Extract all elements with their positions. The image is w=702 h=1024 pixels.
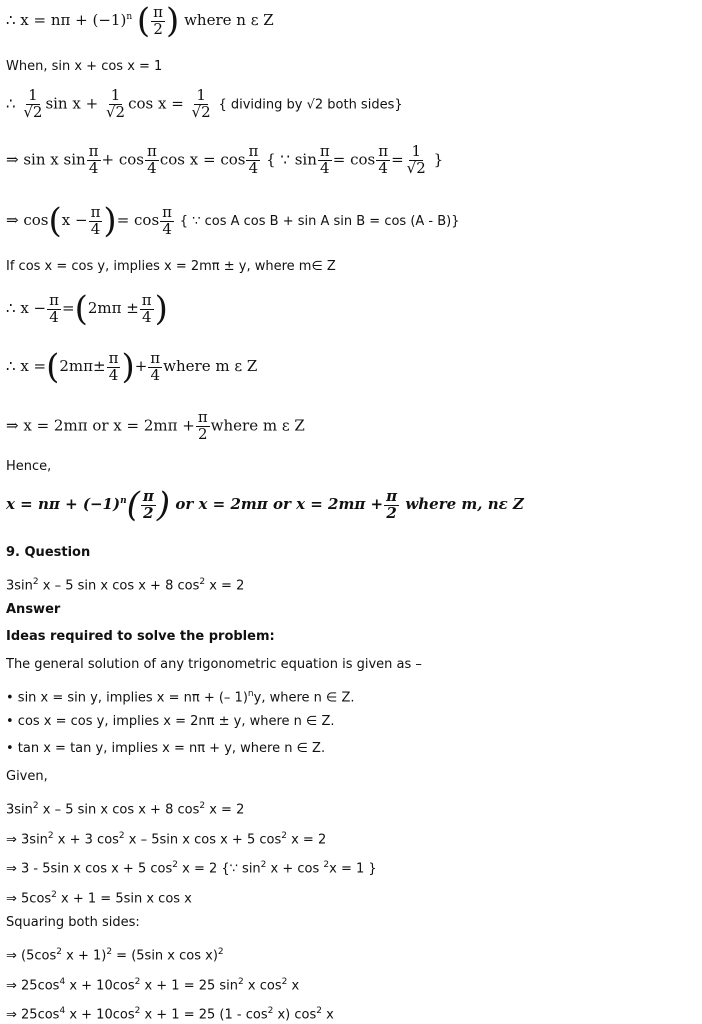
eq-line-1: ∴ $x = n\pi + (-1)^n$ ( $\frac{\pi}{2}$ ) where n ε Z [6, 1, 274, 41]
bullet-tan: • tan x = tan y, implies x = nπ + y, where n ∈ Z. [6, 741, 326, 756]
question-text: $3\sin^2$ x – 5 sin x cos x + 8 $\cos^2 x = 2$ [6, 577, 245, 594]
question-heading: 9. Question [6, 545, 91, 560]
step-line: $3\sin^2$ x – 5 sin x cos x + 8 $\cos^2 x = 2$ [6, 801, 245, 818]
final-answer: $x = n\pi + (-1)^n$( $\frac{\pi}{2}$ ) or x = 2mπ or x = 2mπ + $\frac{\pi}{2}$ where m, nε Z [6, 485, 524, 525]
if-line: If cos x = cos y, implies x = 2mπ ± y, where m∈ Z [6, 259, 336, 274]
step-line: ⇒ $5\cos^2$ x + 1 = 5sin x cos x [6, 890, 192, 907]
squaring-line: Squaring both sides: [6, 915, 140, 930]
step-line: ⇒ ($5\cos^2$ x + 1)$^2$ = (5sin x cos x)$^2$ [6, 947, 224, 964]
ideas-heading: Ideas required to solve the problem: [6, 629, 275, 644]
eq-line-5: ⇒ cos(x − $\frac{\pi}{4}$ )= cos $\frac{\pi}{4}$ { ∵ cos A cos B + sin A sin B = cos (A - B)} [6, 201, 460, 241]
step-line: ⇒ $25\cos^4$ $x + 10\cos^2$ x + 1 = 25 $\sin^2 x$ $\cos^2 x$ [6, 977, 300, 994]
given-line: Given, [6, 769, 48, 784]
eq-line-8: ∴ x =(2mπ± $\frac{\pi}{4}$ )+ $\frac{\pi}{4}$ where m ε Z [6, 347, 258, 387]
general-text: The general solution of any trigonometric equation is given as – [6, 657, 422, 672]
step-line: ⇒ 3 - 5sin x cos x + 5 $\cos^2 x = 2$ {∵ $\sin^2 x + \cos ^2x = 1$ } [6, 860, 377, 877]
when-line: When, sin x + cos x = 1 [6, 59, 163, 74]
answer-heading: Answer [6, 602, 61, 617]
step-line: ⇒ $25\cos^4$ $x + 10\cos^2$ x + 1 = 25 $(1 - \cos^2 x)$ $\cos^2 x$ [6, 1006, 334, 1023]
bullet-cos: • cos x = cos y, implies x = 2nπ ± y, where n ∈ Z. [6, 714, 335, 729]
step-line: ⇒ $3\sin^2$ x + 3 $\cos^2 x - 5\sin$ x cos x + 5 $\cos^2 x = 2$ [6, 831, 327, 848]
eq-line-4: ⇒ sin x sin $\frac{\pi}{4}$ + cos $\frac{\pi}{4}$ cos x = cos $\frac{\pi}{4}$ { ∵ sin $\frac{\pi}{4}$ = cos $\frac{\pi}{4}$ = $\frac{1}{√2}$ } [6, 142, 444, 177]
hence-line: Hence, [6, 459, 52, 474]
eq-line-3: ∴ $\frac{1}{√2}$ sin x + $\frac{1}{√2}$ cos x = $\frac{1}{√2}$ { dividing by √2 both sides} [6, 86, 403, 121]
eq-line-7: ∴ x − $\frac{\pi}{4}$ =(2mπ ± $\frac{\pi}{4}$ ) [6, 289, 168, 329]
eq-line-9: ⇒ x = 2mπ or x = 2mπ + $\frac{\pi}{2}$ where m ε Z [6, 408, 305, 443]
bullet-sin: • sin x = sin y, implies x = nπ + (– 1)$^n$y, where n ∈ Z. [6, 689, 355, 706]
